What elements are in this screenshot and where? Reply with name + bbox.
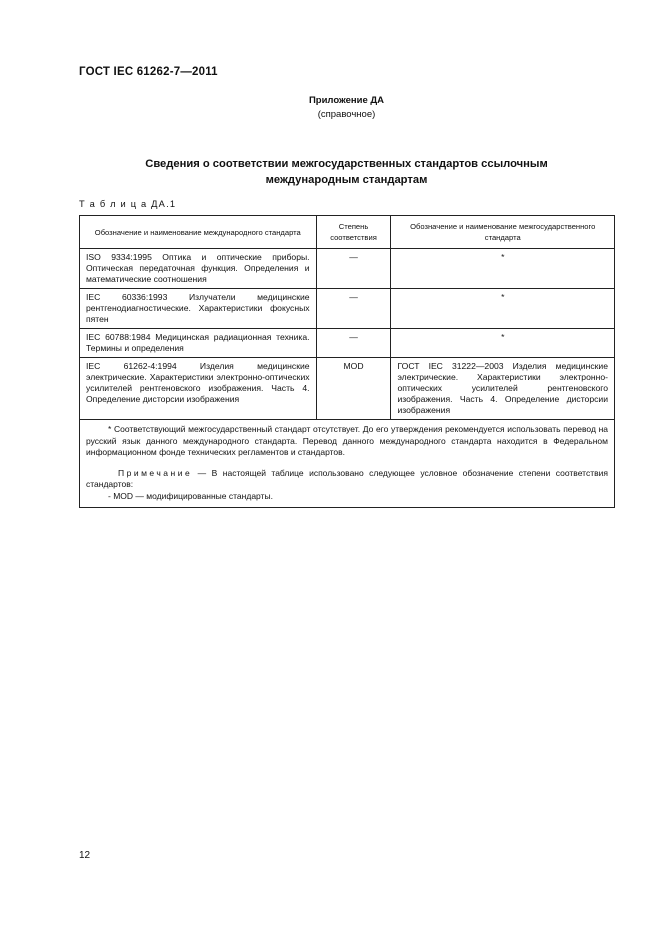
annex-title: Приложение ДА [308, 95, 385, 106]
section-title: Сведения о соответствии межгосударственных стандартов ссылочным международным стандартам [145, 158, 548, 186]
table-header-row [80, 216, 615, 249]
national-standard-cell: ГОСТ IEC 31222—2003 Изделия медицинские электрические. Характеристики электронно-оптических усилителей рентгеновского изображения. Часть 4. Определение дисторсии изображения [391, 358, 615, 420]
national-standard-cell: * [391, 289, 615, 329]
table-note [86, 468, 608, 491]
table-row [80, 249, 615, 289]
annex-subtitle: (справочное) [317, 109, 376, 120]
note-label: Примечание [118, 467, 193, 478]
table-caption: Т а б л и ц а ДА.1 [79, 199, 177, 209]
column-header-national: Обозначение и наименование межгосударственного стандарта [391, 216, 615, 249]
table-footnote-row [80, 420, 615, 508]
national-standard-cell: * [391, 249, 615, 289]
national-standard-cell: * [391, 329, 615, 358]
table-row [80, 358, 615, 420]
international-standard-cell: IEC 61262-4:1994 Изделия медицинские электрические. Характеристики электронно-оптических усилителей рентгеновского изображения. Часть 4. Определение дисторсии изображения [80, 358, 317, 420]
table-row [80, 329, 615, 358]
column-header-degree: Степень соответствия [316, 216, 391, 249]
international-standard-cell: ISO 9334:1995 Оптика и оптические приборы. Оптическая передаточная функция. Определения и математические соотношения [80, 249, 317, 289]
column-header-international: Обозначение и наименование международного стандарта [80, 216, 317, 249]
table-footnote-cell [80, 420, 615, 508]
international-standard-cell: IEC 60336:1993 Излучатели медицинские рентгенодиагностические. Характеристики фокусных пятен [80, 289, 317, 329]
footnote-text: * Соответствующий межгосударственный стандарт отсутствует. До его утверждения рекомендуется использовать перевод на русский язык данного международного стандарта. Перевод данного международного стандарта находится в Федеральном информационном фонде технических регламентов и стандартов. [86, 424, 608, 457]
degree-cell: MOD [316, 358, 391, 420]
correspondence-table [79, 215, 615, 508]
note-item: - MOD — модифицированные стандарты. [108, 490, 273, 501]
degree-cell: — [316, 289, 391, 329]
degree-cell: — [316, 249, 391, 289]
document-code: ГОСТ IEC 61262-7—2011 [79, 66, 218, 78]
page-number: 12 [79, 850, 91, 861]
table-row [80, 289, 615, 329]
degree-cell: — [316, 329, 391, 358]
international-standard-cell: IEC 60788:1984 Медицинская радиационная техника. Термины и определения [80, 329, 317, 358]
note-text: — В настоящей таблице использовано следующее условное обозначение степени соответствия стандартов: [86, 467, 608, 489]
